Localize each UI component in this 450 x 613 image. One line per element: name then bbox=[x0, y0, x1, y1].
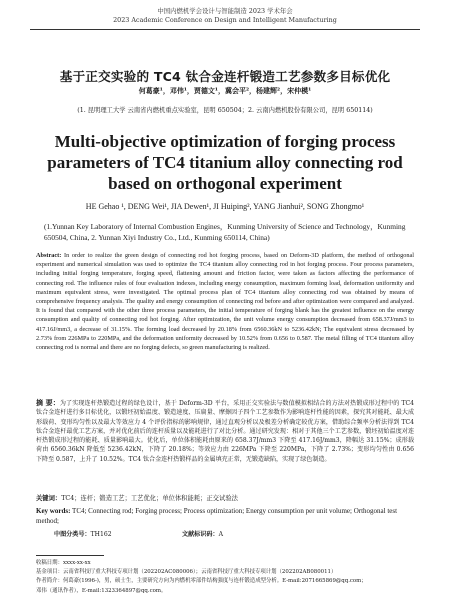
header-rule bbox=[30, 29, 420, 30]
footnote-author-bio: 作者简介：何葛豪(1996-)，男，硕士生，主要研究方向为内燃机零部件结构强度与连杆锻造成型分析。E-mail:2071665869@qq.com； bbox=[36, 578, 367, 585]
footnotes bbox=[36, 559, 422, 596]
clc-value: TH162 bbox=[90, 531, 112, 538]
cn-keywords-label: 关键词： bbox=[36, 495, 62, 502]
chinese-keywords bbox=[36, 493, 414, 502]
footnote-corresponding: 邓伟（通讯作者），E-mail:1323364897@qq.com。 bbox=[36, 587, 167, 594]
english-abstract bbox=[36, 251, 414, 352]
footnote-received: 收稿日期：xxxx-xx-xx bbox=[36, 560, 91, 566]
cn-abstract-text: 为了实现连杆热锻造过程的绿色设计，基于 Deform-3D 平台，采用正交实验法与数值模拟相结合的方法对热锻成形过程中的 TC4 钛合金连杆进行多目标优化，以锻坯初始温度、锻造速度、压扁量、摩擦因子四个工艺参数作为影响连杆性能的因素，探究其对能耗、最大成形载荷、变形均匀性以及最大等效应力 4 个评价指标的影响规律，通过直观分析以及极差分析确定较优方案，借助综合频率分析法得到 TC4 钛合金连杆最优工艺方案，并对优化前后的连杆质量以及能耗进行了对比分析。通过研究发现：相对于其他三个工艺参数，锻坯初始温度对连杆热锻成形过程的能耗、质量影响最大。优化后，单位体积能耗由原来的 658.37J/mm3 下降至 417.16J/mm3，降幅达 31.15%；成形载荷由 6560.36kN 降低至 5236.42kN，下降了 20.18%；等效应力由 226MPa 下降至 220MPa，下降了 2.73%；变形均匀性由 0.656 下降至 0.587，上升了 10.52%。TC4 钛合金连杆热锻样品的金属填充正常，无锻造缺陷，实现了绿色制造。 bbox=[36, 400, 415, 463]
en-keywords-label: Key words: bbox=[36, 507, 71, 515]
footnote-rule bbox=[36, 555, 104, 556]
header-cn: 中国内燃机学会设计与智能制造 2023 学术年会 bbox=[157, 7, 293, 15]
clc-label: 中图分类号： bbox=[54, 531, 91, 538]
cn-abstract-label: 摘 要： bbox=[36, 399, 60, 407]
cn-keywords-text: TC4；连杆；锻造工艺；工艺优化；单位体积能耗；正交试验法 bbox=[61, 495, 238, 502]
english-keywords bbox=[36, 506, 414, 526]
abstract-label: Abstract: bbox=[36, 252, 62, 259]
classification-line bbox=[54, 529, 414, 538]
chinese-authors: 何葛豪¹，邓伟¹，贾德文¹，冀会平²，杨建辉²，宋仲模¹ bbox=[138, 86, 312, 95]
english-title: Multi-objective optimization of forging process parameters of TC4 titanium alloy connecting rod based on orthogonal experiment bbox=[47, 132, 403, 193]
chinese-affiliation: (1. 昆明理工大学 云南省内燃机重点实验室，昆明 650504；2. 云南内燃机股份有限公司，昆明 650114) bbox=[77, 107, 373, 114]
chinese-abstract bbox=[36, 399, 414, 464]
english-authors: HE Gehao ¹, DENG Wei¹, JIA Dewen¹, JI Huiping², YANG Jianhui², SONG Zhongmo¹ bbox=[85, 202, 365, 211]
en-keywords-text: TC4; Connecting rod; Forging process; Process optimization; Energy consumption per unit volume; Orthogonal test method; bbox=[36, 507, 398, 525]
english-affiliation: (1.Yunnan Key Laboratory of Internal Combustion Engines，Kunming University of Science and Technology，Kunming 650504, China, 2. Yunnan Xiyi Industry Co., Ltd., Kunming 650114, China) bbox=[44, 222, 406, 242]
doc-value: A bbox=[218, 531, 223, 538]
doc-label: 文献标识码： bbox=[182, 531, 219, 538]
footnote-funding: 基金项目：云南省科技厅重大科技专项计划（202202AC080006）；云南省科技厅重大科技专项计划（202202AB080011） bbox=[36, 569, 337, 576]
document-code bbox=[182, 529, 223, 538]
header-en: 2023 Academic Conference on Design and Intelligent Manufacturing bbox=[113, 16, 337, 24]
abstract-text: In order to realize the green design of connecting rod hot forging process, based on Deform-3D platform, the method of orthogonal experiment and numerical simulation was used to optimize the TC4 titanium alloy connecting rod in hot forging process. Four process parameters, including initial forging temperature, forging speed, flattening amount and friction factor, were taken as factors affecting the performance of connecting rod. The influence rules of four evaluation indexes, including energy consumption, maximum forming load, deformation uniformity and maximum equivalent stress, were investigated. The optimal process plan of TC4 titanium alloy connecting rod was obtained by means of comprehensive frequency analysis. The quality and energy consumption of connecting rod before and after optimization were compared and analyzed. It is found that compared with the other three process parameters, the initial temperature of forging blank has the greatest influence on the energy consumption and quality of connecting rod hot forging. After optimization, the unit volume energy consumption decreased from 658.37J/mm3 to 417.16J/mm3, a decrease of 31.15%. The forming load decreased by 20.18% from 6560.36kN to 5236.42kN; The equivalent stress decreased by 2.73% from 226MPa to 220MPa, and the deformation uniformity decreased by 10.52% from 0.656 to 0.587. The metal filling of TC4 titanium alloy connecting rod is normal and there are no forging defects, so green manufacturing is realized. bbox=[36, 252, 414, 352]
running-header bbox=[0, 0, 450, 25]
chinese-title: 基于正交实验的 TC4 钛合金连杆锻造工艺参数多目标优化 bbox=[59, 69, 391, 84]
